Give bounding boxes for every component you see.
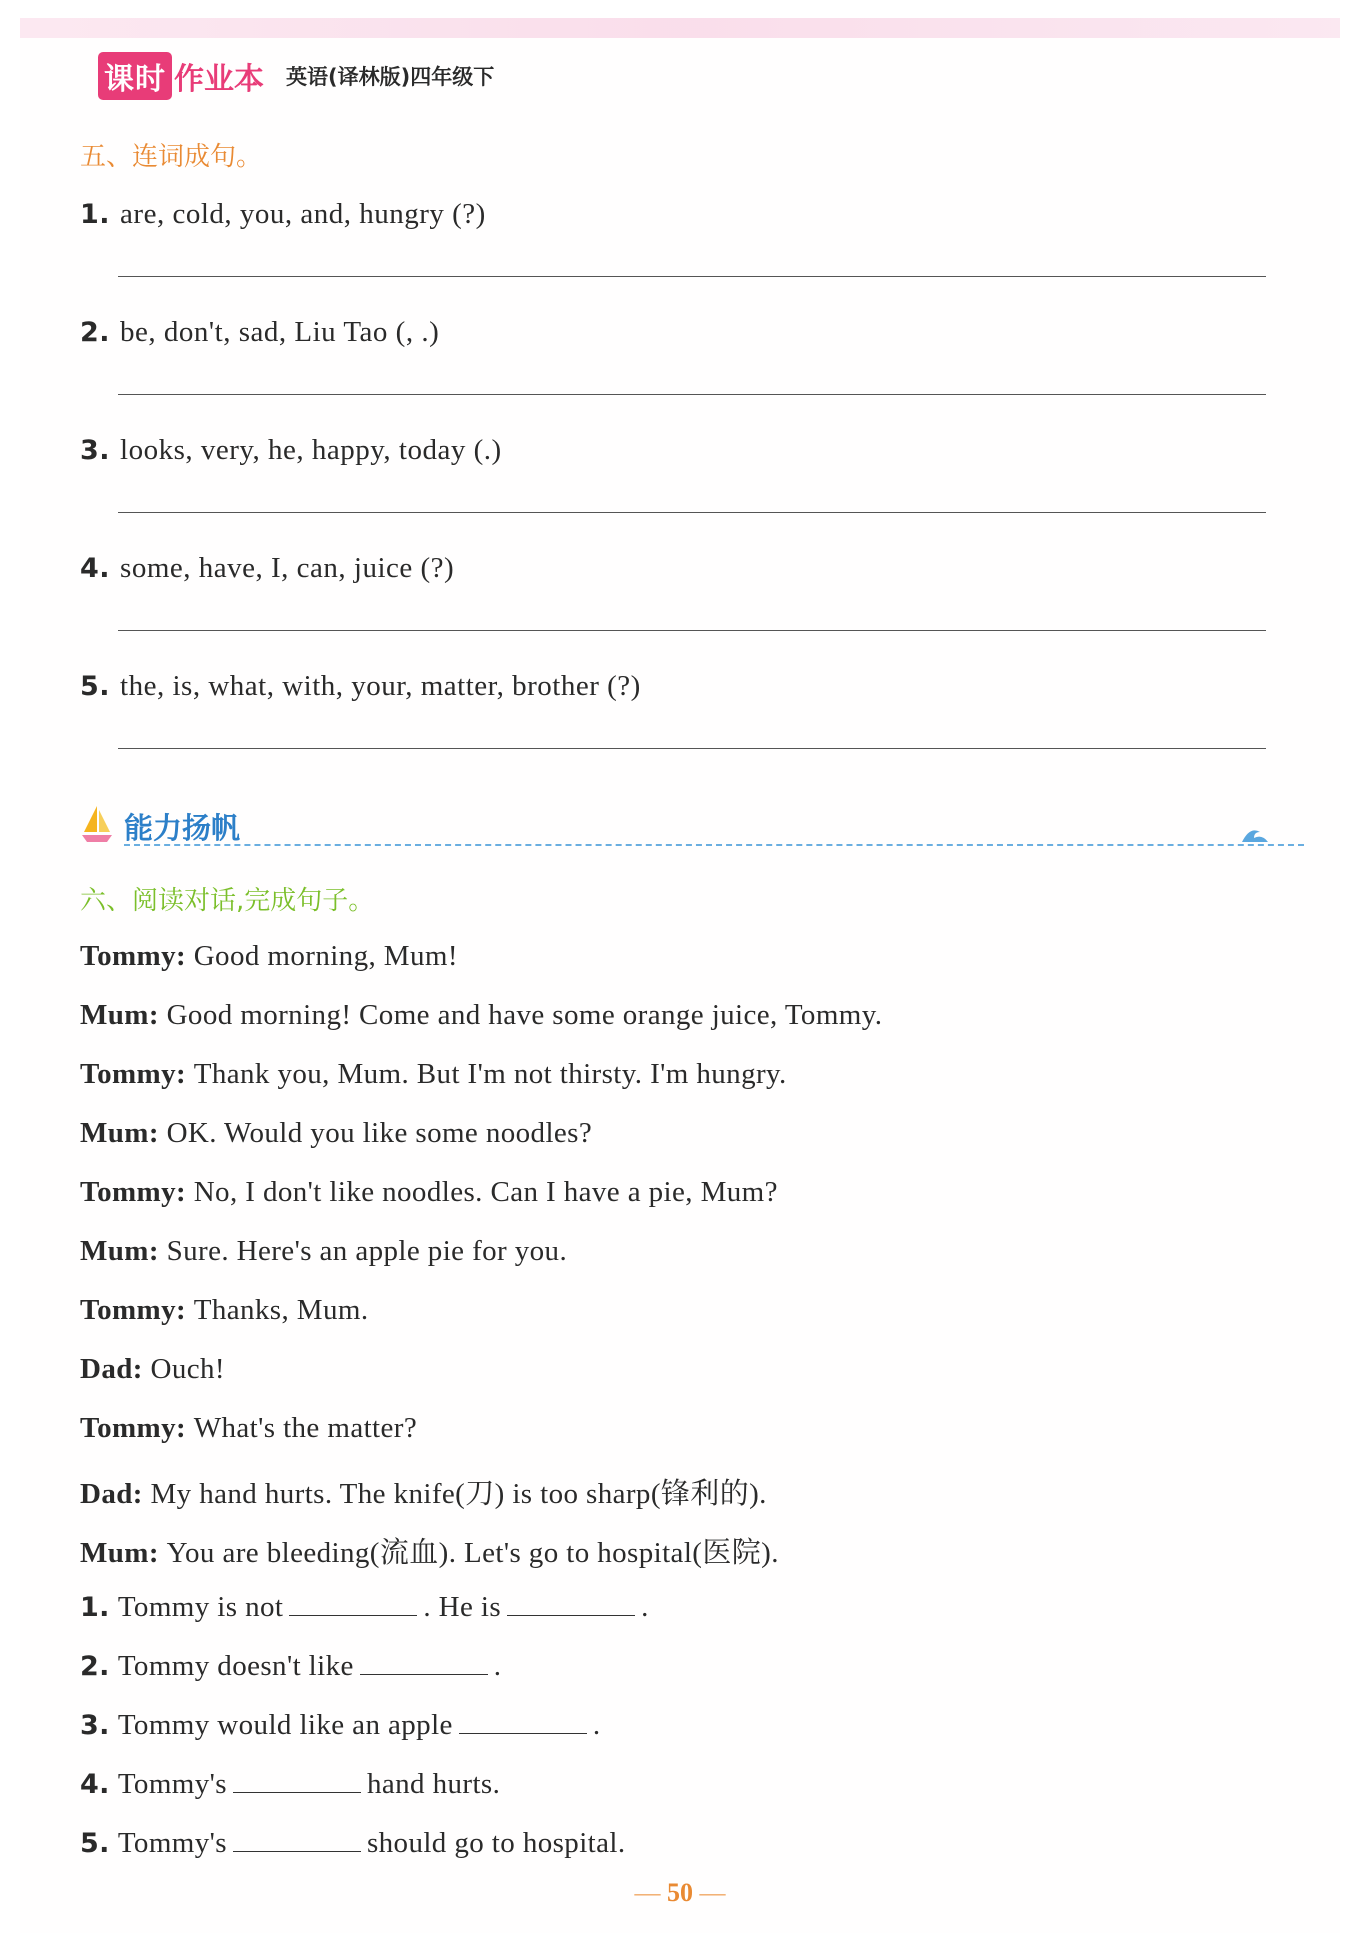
dialogue-line	[80, 1353, 225, 1386]
dialogue-text: Good morning, Mum!	[193, 940, 458, 972]
fill-text: hand hurts.	[366, 1768, 501, 1800]
speaker-separator: :	[132, 1353, 151, 1385]
fill-number: 2.	[80, 1651, 110, 1682]
fill-number: 1.	[80, 1592, 110, 1623]
dialogue-line	[80, 1530, 779, 1571]
speaker: Dad	[80, 1353, 133, 1385]
answer-line-1[interactable]	[118, 276, 1266, 277]
dialogue-text: Ouch!	[150, 1353, 225, 1385]
speaker-separator: :	[148, 1117, 167, 1149]
question-text: be, don't, sad, Liu Tao (, .)	[120, 316, 440, 348]
page-number-dash: —	[634, 1878, 667, 1907]
speaker-separator: :	[176, 1176, 194, 1208]
speaker-separator: :	[132, 1478, 151, 1510]
speaker-separator: :	[176, 1412, 194, 1444]
answer-line-4[interactable]	[118, 630, 1266, 631]
dialogue-text: You are bleeding(流血). Let's go to hospital(医院).	[166, 1537, 779, 1569]
dialogue-line	[80, 1471, 767, 1512]
fill-number: 4.	[80, 1769, 110, 1800]
ability-dashed-line	[124, 844, 1304, 846]
fill-text: Tommy doesn't like	[117, 1650, 354, 1682]
dialogue-text: OK. Would you like some noodles?	[166, 1117, 593, 1149]
question-text: looks, very, he, happy, today (.)	[120, 434, 502, 466]
fill-text: .	[592, 1709, 601, 1741]
question-3	[80, 434, 502, 467]
blank-field[interactable]	[233, 1766, 361, 1793]
dialogue-line	[80, 1117, 592, 1150]
speaker-separator: :	[176, 1294, 194, 1326]
dialogue-text: My hand hurts. The knife(刀) is too sharp(锋利的).	[150, 1478, 767, 1510]
fill-item-4	[80, 1766, 500, 1801]
dialogue-line	[80, 940, 458, 973]
brand-logo	[98, 52, 264, 100]
dialogue-text: Thanks, Mum.	[193, 1294, 369, 1326]
section5-title: 五、连词成句。	[80, 142, 263, 172]
worksheet-page	[20, 18, 1340, 1933]
fill-item-1	[80, 1589, 649, 1624]
speaker: Mum	[80, 1537, 149, 1569]
speaker: Mum	[80, 999, 149, 1031]
answer-line-2[interactable]	[118, 394, 1266, 395]
brand-box: 课时	[98, 52, 172, 100]
question-text: some, have, I, can, juice (?)	[120, 552, 455, 584]
speaker-separator: :	[176, 1058, 194, 1090]
question-text: the, is, what, with, your, matter, brother (?)	[120, 670, 641, 702]
ability-banner	[80, 802, 1270, 850]
dialogue-text: No, I don't like noodles. Can I have a pie, Mum?	[193, 1176, 778, 1208]
fill-text: should go to hospital.	[366, 1827, 626, 1859]
question-number: 3.	[80, 435, 111, 466]
book-title: 英语(译林版)四年级下	[286, 65, 495, 89]
dialogue-line	[80, 1058, 787, 1091]
fill-text: Tommy is not	[117, 1591, 284, 1623]
wave-icon	[1240, 824, 1270, 846]
speaker: Tommy	[80, 940, 176, 972]
fill-text: . He is	[423, 1591, 502, 1623]
fill-text: Tommy would like an apple	[117, 1709, 453, 1741]
fill-item-3	[80, 1707, 600, 1742]
fill-text: .	[493, 1650, 502, 1682]
ability-title: 能力扬帆	[124, 811, 241, 845]
question-2	[80, 316, 439, 349]
speaker-separator: :	[148, 999, 167, 1031]
fill-item-5	[80, 1825, 626, 1860]
sailboat-icon	[80, 804, 114, 844]
question-number: 5.	[80, 671, 111, 702]
answer-line-3[interactable]	[118, 512, 1266, 513]
page-number	[20, 1878, 1340, 1908]
dialogue-text: Sure. Here's an apple pie for you.	[166, 1235, 568, 1267]
speaker-separator: :	[148, 1235, 167, 1267]
dialogue-line	[80, 999, 882, 1032]
fill-text: Tommy's	[117, 1827, 227, 1859]
fill-item-2	[80, 1648, 501, 1683]
question-1	[80, 198, 486, 231]
question-number: 4.	[80, 553, 111, 584]
speaker: Tommy	[80, 1058, 176, 1090]
speaker: Tommy	[80, 1412, 176, 1444]
page-number-value: 50	[667, 1878, 693, 1907]
page-header	[98, 46, 494, 106]
question-4	[80, 552, 454, 585]
speaker: Tommy	[80, 1176, 176, 1208]
speaker: Mum	[80, 1117, 149, 1149]
blank-field[interactable]	[459, 1707, 587, 1734]
blank-field[interactable]	[233, 1825, 361, 1852]
blank-field[interactable]	[289, 1589, 417, 1616]
blank-field[interactable]	[507, 1589, 635, 1616]
dialogue-line	[80, 1235, 567, 1268]
brand-text: 作业本	[174, 62, 264, 97]
fill-text: Tommy's	[117, 1768, 227, 1800]
answer-line-5[interactable]	[118, 748, 1266, 749]
speaker: Dad	[80, 1478, 133, 1510]
dialogue-text: Good morning! Come and have some orange juice, Tommy.	[166, 999, 883, 1031]
dialogue-line	[80, 1176, 778, 1209]
blank-field[interactable]	[360, 1648, 488, 1675]
fill-number: 5.	[80, 1828, 110, 1859]
question-5	[80, 670, 641, 703]
speaker: Mum	[80, 1235, 149, 1267]
dialogue-text: What's the matter?	[193, 1412, 418, 1444]
speaker: Tommy	[80, 1294, 176, 1326]
page-number-dash: —	[693, 1878, 726, 1907]
dialogue-line	[80, 1412, 417, 1445]
dialogue-text: Thank you, Mum. But I'm not thirsty. I'm hungry.	[193, 1058, 787, 1090]
speaker-separator: :	[148, 1537, 167, 1569]
fill-text: .	[641, 1591, 649, 1623]
section6-title: 六、阅读对话,完成句子。	[80, 886, 375, 916]
question-text: are, cold, you, and, hungry (?)	[120, 198, 486, 230]
speaker-separator: :	[176, 940, 194, 972]
question-number: 1.	[80, 199, 111, 230]
fill-number: 3.	[80, 1710, 110, 1741]
question-number: 2.	[80, 317, 111, 348]
top-decorative-band	[20, 18, 1340, 38]
dialogue-line	[80, 1294, 368, 1327]
